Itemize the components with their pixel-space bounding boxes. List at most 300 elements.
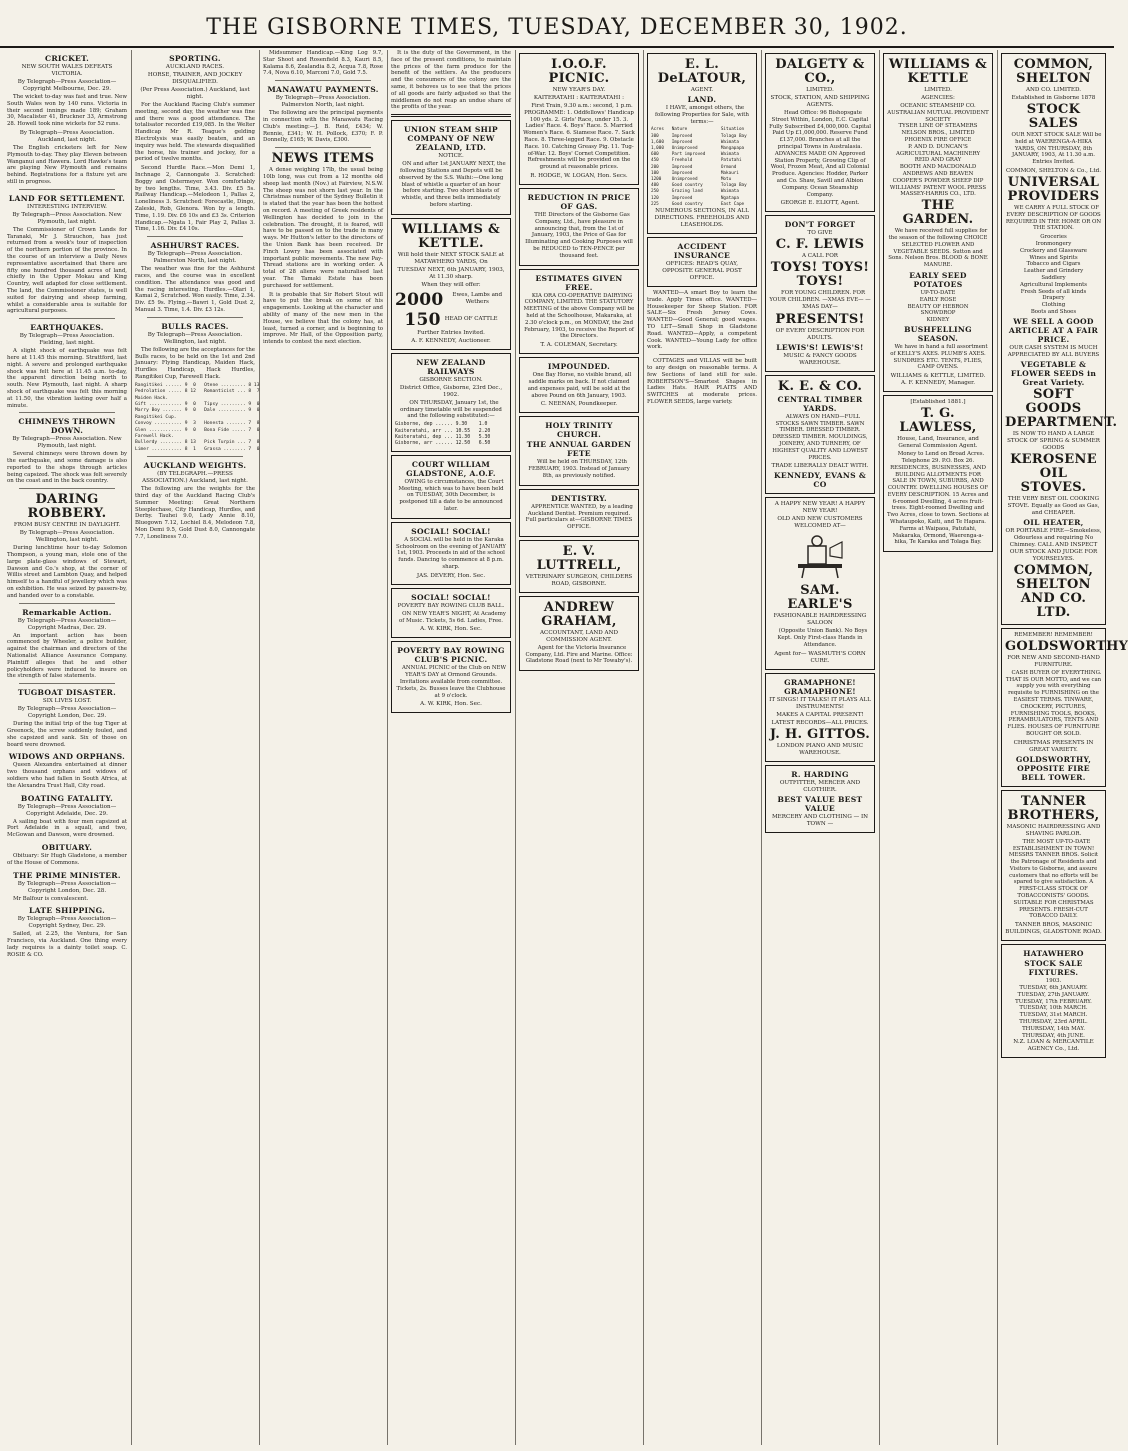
goods-item: Crockery and Glassware <box>1020 247 1087 254</box>
earle-agent: Agent for— WASMUTH'S CORN CURE. <box>774 650 866 664</box>
railways-timetable <box>395 422 507 448</box>
ioof-picnic-ad <box>519 53 639 185</box>
column-3 <box>260 50 388 1445</box>
dalgety-limited: LIMITED. <box>806 87 834 93</box>
timber-yards-heading: CENTRAL TIMBER YARDS. <box>777 394 863 413</box>
seed-item: SNOWDROP <box>920 310 956 317</box>
social-body: A SOCIAL will be held in the Karaka Schoolroom on the evening of JANUARY 1st, 1903. Proceeds in aid of the school funds. Dancing to commence at 8 p.m. sharp. <box>396 536 506 570</box>
lewiss-heading: LEWIS'S! LEWIS'S! <box>776 342 864 352</box>
earle-name: SAM. EARLE'S <box>787 583 853 613</box>
ioof-picnic-body: First Train, 9.30 a.m.: second, 1 p.m. PROGRAMME: 1. Oddfellows' Handicap 100 yds. 2. Girls' Race, under 15. 3. Ladies' Race. 4. Boys' Race. 5. Married Women's Race. 6. Siamese Race. 7. Sack Race. 8. Three-legged Race. 9. Obstacle Race. 10. Catching Greasy Pig. 11. Tug-of-War. 12. Boys' Cornet Competition. Refreshments will be provided on the ground at reasonable prices. <box>523 103 635 171</box>
williams-kettle-ad <box>883 53 993 392</box>
goods-item: Leather and Grindery <box>1023 268 1084 275</box>
stock-count-1-label: Ewes, Lambs and Wethers <box>452 292 503 306</box>
news-items-heading: NEWS ITEMS <box>271 151 375 167</box>
boating-heading: BOATING FATALITY. <box>20 793 114 803</box>
shipping-dateline: By Telegraph—Press Association—Copyright Sydney, Dec. 29. <box>17 916 117 930</box>
dentistry-heading: DENTISTRY. <box>551 493 607 503</box>
sporting-dateline: (Per Press Association.) Auckland, last night. <box>140 87 250 100</box>
goldsworthy-presents: CHRISTMAS PRESENTS IN GREAT VARIETY. <box>1013 739 1094 753</box>
handicap-weights: Midsummer Handicap.—King Log 9.7, Star Shoot and Rosenfield 8.3, Kauri 8.5, Kalama 8.6, Zealandia 8.2, Acqua 7.8, Rose 7.4, Nova 6.10, Marconi 7.0, Gold 7.5. <box>263 50 383 77</box>
boating-body: A sailing boat with four men capsized at Port Adelaide in a squall, and two, McGowan and Dawson, were drowned. <box>7 818 127 839</box>
goods-item: Saddlery <box>1041 274 1066 281</box>
fixture-item: TUESDAY, 6th JANUARY. <box>1019 985 1088 992</box>
union-steam-notice <box>391 120 511 215</box>
football-body: The English cricketers left for New Plymouth to-day. They play Eleven between Wanganui and Hawera. Lord Hawke's team are playing New Plymouth and remains behind. Registrations for a fixture yet are still in progress. <box>7 144 127 185</box>
chimneys-dateline: By Telegraph—Press Association. New Plymouth, last night. <box>12 436 122 450</box>
delatour-heading: E. L. DeLATOUR, <box>657 57 747 86</box>
ke-heading: K. E. & CO. <box>777 378 863 394</box>
williams-kettle-limited: LIMITED. <box>924 87 952 93</box>
fixture-item: THURSDAY, 14th MAY. <box>1022 1025 1085 1032</box>
goods-item: Agricultural Implements <box>1019 281 1088 288</box>
stock-sales-body: OUR NEXT STOCK SALE Will be held at WAERENGA-A-HIKA YARDS, ON THURSDAY, 8th JANUARY, 1903, At 11.30 a.m. Entries Invited. <box>1011 132 1102 166</box>
goods-list <box>1005 234 1102 316</box>
obituary-body: Obituary: Sir Hugh Gladstone, a member of the House of Commons. <box>7 853 127 866</box>
dalgety-heading: DALGETY & CO., <box>775 57 865 86</box>
divider <box>19 488 115 489</box>
lawless-body: Money to Lend on Broad Acres. Telephone 29. P.O. Box 26. RESIDENCES, BUSINESSES, AND BUILDING ALLOTMENTS FOR SALE IN TOWN, SUBURBS, AND COUNTRY. DWELLING HOUSES OF EVERY DESCRIPTION. 15 Acres and 6-roomed Dwelling, 4 acres fruit-trees. Eight-roomed Dwelling and Two Acres, close to town. Sections at Whataupoko, Kaiti, and Te Hapara. Farms at Waipaoa, Patutahi, Makaraka, Ormond, Waerenga-a-hika, Te Karaka and Tolaga Bay. <box>887 451 989 546</box>
tanner-signature: TANNER BROS, MASONIC BUILDINGS, GLADSTONE ROAD. <box>1005 922 1102 936</box>
property-row: 225 Good country East Cape <box>651 201 745 207</box>
bulls-table-row: Pedrolation ..... 8 12 Romanticist ... 8 7 <box>135 389 260 395</box>
earle-subheading: FASHIONABLE HAIRDRESSING SALOON <box>773 613 867 627</box>
agency-item: PHOENIX FIRE OFFICE <box>904 136 972 143</box>
bulls-table-row: Gift ............ 9 0 Tipsy ......... 9 0 <box>135 401 260 407</box>
divider <box>147 456 243 457</box>
bulls-table <box>135 382 260 453</box>
dairy-ad <box>519 269 639 355</box>
dont-forget: DON'T FORGET <box>784 220 856 230</box>
accident-subheading: OFFICES: READ'S QUAY, OPPOSITE GENERAL POST OFFICE. <box>662 261 742 282</box>
stock-sales-signature: COMMON, SHELTON & Co., Ltd. <box>1005 167 1101 174</box>
soft-goods-body: IS NOW TO HAND A LARGE STOCK OF SPRING & SUMMER GOODS <box>1007 430 1100 451</box>
universal-providers-heading: UNIVERSAL PROVIDERS <box>1007 174 1100 204</box>
shipping-body: Sailed, at 2.25, the Ventura, for San Francisco, via Auckland. One thing every lady requires is a dainty toilet soap. C. ROSIE & CO. <box>7 931 127 958</box>
bushfelling-body: We have in hand a full assortment of KELLY'S AXES. PLUMB'S AXES. SUNDRIES ETC. TENTS, FLIES, CAMP OVENS. <box>890 343 988 371</box>
cricket-subheading: NEW SOUTH WALES DEFEATS VICTORIA. <box>21 64 113 77</box>
church-heading: HOLY TRINITY CHURCH. <box>545 421 613 440</box>
sporting-body: For the Auckland Racing Club's summer meeting, second day, the weather was fine and there was a good attendance. The totalisator recorded £19,085. In the Welter Handicap Mr R. Teague's gelding Electrolysis was easily beaten, and an inquiry was held. The stewards disqualified the horse, his trainer and jockey, for a period of twelve months. <box>135 102 255 163</box>
remarkable-body: An important action has been commenced by Wheeler, a police builder, against the chairman and directors of the Nationalist Alliance Assurance Company. Plaintiff alleges that he and other policyholders were induced to insure on the strength of false statements. <box>7 632 127 680</box>
graham-ad <box>519 596 639 671</box>
divider <box>275 80 371 81</box>
prime-minister-heading: THE PRIME MINISTER. <box>13 870 121 880</box>
bulls-table-row: Convoy .......... 9 3 Honesta ....... 7 8 <box>135 421 260 427</box>
goldsworthy-subheading: FOR NEW AND SECOND-HAND FURNITURE. <box>1007 654 1100 668</box>
sale-fixtures-subheading: STOCK SALE FIXTURES. <box>1024 959 1083 978</box>
fixtures-signature: N.Z. LOAN & MERCANTILE AGENCY Co., Ltd. <box>1013 1039 1094 1053</box>
accident-insurance-ad <box>647 237 757 287</box>
sporting-heading: SPORTING. <box>169 54 221 63</box>
seed-potatoes-heading: EARLY SEED POTATOES <box>909 270 967 289</box>
common-shelton-subheading: AND CO. LIMITED. <box>1025 87 1082 93</box>
presents-heading: PRESENTS! <box>775 311 865 327</box>
railways-body: ON THURSDAY, January 1st, the ordinary timetable will be suspended and the following substituted:— <box>400 399 502 420</box>
tanner-ad <box>1001 790 1106 942</box>
page-title: THE GISBORNE TIMES, TUESDAY, DECEMBER 30, 1902. <box>206 15 908 40</box>
stock-count-2: 150 <box>404 309 441 330</box>
news-items-body: A dense weighing 17lb, the usual being 10lb long, was cut from a 12 months old sheep last month (Nov.) at Fairview, N.S.W. The sheep was not shorn last year. In the Christmas number of the Sydney Bulletin it is stated that the year has been the hottest on record. A meeting of Greek residents of Wellington has decided to join in the celebration. The drought, it is feared, will have to be passed on to the trade in many ways. Mr Hutton's letter to the directors of the Union Bank has been received. Dr Finch Lowry has been associated with important public movements. The new Pay-Thread stations are in working order. A total of 28 aliens were naturalised last year. The Tamaki Estate has been purchased for settlement. <box>263 167 383 289</box>
dairy-signature: T. A. COLEMAN, Secretary. <box>540 342 618 349</box>
ioof-picnic-location: KAITERATAHI : KAITERATAHI : <box>533 95 625 101</box>
goods-item: Ironmongery <box>1035 240 1072 247</box>
earthquakes-body: A slight shock of earthquake was felt here at 11.45 this morning. Strattford, last night. A severe and prolonged earthquake shock was felt here at 11.45 a.m. to-day, the apparent direction being north to south. New Plymouth, last night. A sharp shock of earthquake was felt this morning at 11.50, the vibration lasting over half a minute. <box>7 348 127 409</box>
delatour-footer: NUMEROUS SECTIONS, IN ALL DIRECTIONS. FREEHOLDS AND LEASEHOLDS. <box>654 208 750 229</box>
agency-item: NELSON BROS., LIMITED <box>901 130 975 137</box>
further-entries: Further Entries Invited. <box>417 329 485 336</box>
manawatu-dateline: By Telegraph—Press Association. Palmerston North, last night. <box>275 95 371 109</box>
sporting-subheading: AUCKLAND RACES. <box>165 64 225 70</box>
union-steam-notice-label: NOTICE. <box>438 153 464 160</box>
lawless-subheading: House, Land, Insurance, and General Commission Agent. <box>897 436 979 450</box>
dentistry-ad <box>519 489 639 537</box>
property-row: 100 Improved Makauri <box>651 170 739 176</box>
impounded-ad <box>519 357 639 413</box>
agency-item: AUSTRALIAN MUTUAL PROVIDENT SOCIETY <box>887 109 989 123</box>
rowing-ball-heading: SOCIAL! SOCIAL! <box>411 592 491 602</box>
robbery-heading: DARING ROBBERY. <box>27 492 107 522</box>
soft-goods-heading: SOFT GOODS DEPARTMENT. <box>1005 386 1118 430</box>
goods-item: Groceries <box>1040 234 1067 241</box>
tanner-body: THE MOST UP-TO-DATE ESTABLISHMENT IN TOWN! MESSRS TANNER BROS. Solicit the Patronage of Residents and Visitors to Gisborne, and assure customers that no efforts will be spared to give satisfaction. A FIRST-CLASS STOCK OF TOBACCONISTS' GOODS. SUITABLE FOR CHRISTMAS PRESENTS. FRESH-CUT TOBACCO DAILY. <box>1008 838 1099 920</box>
page-columns <box>4 50 1128 1445</box>
luttrell-subheading: VETERINARY SURGEON, CHILDERS ROAD, GISBORNE. <box>525 573 633 587</box>
prime-minister-dateline: By Telegraph—Press Association—Copyright London, Dec. 28. <box>17 880 117 894</box>
remember-label: REMEMBER! REMEMBER! <box>1014 631 1093 638</box>
matawhero-sale-ad <box>1001 944 1106 1058</box>
common-shelton-heading: COMMON, SHELTON <box>1013 57 1094 86</box>
fixture-item: TUESDAY, 31st MARCH. <box>1019 1012 1088 1019</box>
timetable-row: Kaiteratahi, arr ... 10.55 2.20 <box>395 428 491 434</box>
goods-item: Clothing <box>1041 302 1066 309</box>
column-8 <box>880 50 998 1445</box>
stock-sale-line-1: Will hold their NEXT STOCK SALE at MATAWHERO YARDS, On <box>397 251 505 265</box>
rowing-picnic-notice <box>391 641 511 713</box>
oil-heater-body: OR PORTABLE FIRE—Smokeless, Odourless and requiring No Chimney. CALL AND INSPECT OUR STOCK AND JUDGE FOR YOURSELVES. <box>1005 527 1102 562</box>
earthquakes-heading: EARTHQUAKES. <box>30 323 104 333</box>
fixture-item: THURSDAY, 23rd APRIL. <box>1019 1019 1088 1026</box>
timetable-row: Gisborne, dep ...... 9.30 1.0 <box>395 422 488 428</box>
kerosene-body: THE VERY BEST OIL COOKING STOVE. Equally as Good as Gas, and CHEAPER. <box>1007 495 1100 516</box>
bulls-table-row: Limer ........... 8 1 Grassa ........ 7 0 <box>135 446 260 452</box>
railways-subheading: GISBORNE SECTION. <box>419 376 483 383</box>
agency-item: OCEANIC STEAMSHIP CO. <box>900 103 976 109</box>
earle-welcome: OLD AND NEW CUSTOMERS WELCOMED AT— <box>777 516 863 530</box>
gittos-subheading: LONDON PIANO AND MUSIC WAREHOUSE. <box>776 742 864 756</box>
court-body: OWING to circumstances, the Court Meeting, which was to have been held on TUESDAY, 30th December, is postponed till a date to be announced later. <box>398 478 504 512</box>
football-dateline: By Telegraph—Press Association. Auckland, last night. <box>19 129 115 143</box>
stock-sale-line-3: When they will offer: <box>421 281 481 288</box>
divider <box>19 603 115 604</box>
presents-subheading: OF EVERY DESCRIPTION FOR ADULTS. <box>775 327 865 341</box>
auckland-weights-body: The following are the weights for the third day of the Auckland Racing Club's Summer Meeting: Great Northern Steeplechase, City Handicap, Hurdles, and Derby. Tauhei 9.0, Lady Annie 8.10, Bluegown 7.12, Lochiel 8.4, Melodeon 7.8, Mon Demi 9.5, Gold Dust 8.0, Cannongate 7.7, Loneliness 7.0. <box>135 486 255 540</box>
fixture-item: TUESDAY, 17th FEBRUARY. <box>1015 998 1092 1005</box>
seed-item: UP-TO-DATE <box>920 289 956 296</box>
tanner-subheading: MASONIC HAIRDRESSING AND SHAVING PARLOR. <box>1006 823 1101 837</box>
union-steam-heading: UNION STEAM SHIP COMPANY OF NEW ZEALAND, LTD. <box>404 125 498 153</box>
latest-records: LATEST RECORDS—ALL PRICES. <box>771 719 869 726</box>
sale-fixtures-heading: HATAWHERO <box>1023 949 1084 959</box>
rowing-ball-signature: A. W. KIRK, Hon. Sec. <box>420 626 482 633</box>
rowing-ball-body: ON NEW YEAR'S NIGHT, At Academy of Music. Tickets, 5s 6d. Ladies, Free. <box>398 610 506 624</box>
bulls-body: The following are the acceptances for the Bulls races, to be held on the 1st and 2nd January: Flying Handicap, Maiden Hack, Hurdles Handicap, Hack Hurdles, Rangitikei Cup, Farewell Hack. <box>135 346 255 380</box>
divider <box>19 683 115 684</box>
lawless-established: [Established 1881.] <box>910 399 966 406</box>
divider <box>391 114 511 117</box>
tugboat-body: During the initial trip of the tug Tiger at Greenock, the screw suddenly fouled, and she capsized and sank. Six of those on board were drowned. <box>7 721 127 748</box>
bushfelling-heading: BUSHFELLING SEASON. <box>904 324 972 343</box>
court-notice <box>391 455 511 519</box>
timber-body: ALWAYS ON HAND—FULL STOCKS SAWN TIMBER. SAWN TIMBER. DRESSED TIMBER. DRESSED TIMBER. MOULDINGS, JOINERY, AND TURNERY, OF HIGHEST QUALITY AND LOWEST PRICES. <box>772 413 868 461</box>
tugboat-subheading: SIX LIVES LOST. <box>42 698 92 705</box>
bulls-table-row: Rangitikei ...... 9 0 Otene ......... 8 13 <box>135 382 260 388</box>
timber-ad <box>765 375 875 495</box>
fixture-item: THURSDAY, 4th JUNE. <box>1022 1032 1085 1039</box>
newspaper-masthead <box>0 0 1114 48</box>
wanted-notices: WANTED—A smart Boy to learn the trade. Apply Times office. WANTED—Housekeeper for Sheep Station. FOR SALE—Six Fresh Jersey Cows. WANTED—Good General; good wages. TO LET—Small Shop in Gladstone Road. WANTED—Apply, a competent Cook. WANTED—Young Lady for office work. <box>647 290 757 351</box>
agencies-label: AGENCIES: <box>921 95 955 101</box>
luttrell-ad <box>519 540 639 593</box>
social-heading: SOCIAL! SOCIAL! <box>411 526 491 536</box>
ashhurst-heading: ASHHURST RACES. <box>150 241 240 251</box>
barber-chair-icon <box>790 534 850 580</box>
divider <box>147 236 243 237</box>
railways-notice <box>391 353 511 452</box>
cash-system: OUR CASH SYSTEM IS MUCH APPRECIATED BY ALL BUYERS <box>1007 344 1100 358</box>
goldsworthy-heading: GOLDSWORTHY <box>1005 638 1128 654</box>
railways-heading: NEW ZEALAND RAILWAYS <box>416 357 486 376</box>
bulls-dateline: By Telegraph—Press Association. Wellington, last night. <box>147 331 243 345</box>
railways-dateline: District Office, Gisborne, 23rd Dec., 1902. <box>399 384 503 398</box>
dalgety-signature: GEORGE E. ELIOTT, Agent. <box>780 200 860 207</box>
robbery-body: During lunchtime hour to-day Solomon Thompson, a young man, stole one of the large plate-glass windows of Stewart, Dawson and Co.'s shop, at the corner of Willis street and Lambton Quay, and helped himself to a handful of jewellery which was on exhibition. He was seized by passers-by, and handed over to a constable. <box>7 545 127 599</box>
bulls-table-row: Farewell Hack. <box>135 433 174 439</box>
rowing-picnic-signature: A. W. KIRK, Hon. Sec. <box>420 701 482 708</box>
remarkable-dateline: By Telegraph—Press Association—Copyright Madras, Dec. 29. <box>17 617 117 631</box>
manawatu-body: The following are the principal payments in connection with the Manawatu Racing Club's meeting:—J. B. Reid, £434; W. Rennie, £341; W. H. Pollock, £370; F. P. Donnelly, £165; W. Davis, £300. <box>263 110 383 144</box>
delatour-agent-label: AGENT. <box>690 87 714 93</box>
union-steam-body: ON and after 1st JANUARY NEXT, the following Stations and Depots will be observed by the S.S. Waihi:—One long blast of whistle a quarter of an hour before starting. Two short blasts of whistle, and three bells immediately before starting. <box>398 161 506 208</box>
column-9 <box>998 50 1128 1445</box>
agency-item: MASSEY-HARRIS CO., LTD. <box>900 191 976 198</box>
tanner-heading: TANNER BROTHERS, <box>1007 793 1100 823</box>
column-7 <box>762 50 880 1445</box>
divider <box>275 147 371 148</box>
boating-dateline: By Telegraph—Press Association—Copyright Adelaide, Dec. 29. <box>17 803 117 817</box>
tugboat-heading: TUGBOAT DISASTER. <box>17 688 117 698</box>
race-results-body: Second Hurdle Race.—Mon Demi 1, Inchnage 2, Cannongate 3. Scratched: Boggy and Ostermeyer. Won comfortably by two lengths. Time, 3.43. Div. £5 5s. Railway Handicap.—Melodeon 1, Pallas 2, Loneliness 3. Scratched: Forecastle, Dingo, Zaleski, Rob, Glenora. Won by a length. Time, 1.19. Div. £6 10s and £3 3s. Criterion Handicap.—Ngata 1, Fair Play 2, Pallas 3. Time, 1.16. Div. £4 10s. <box>135 165 255 233</box>
obituary-heading: OBITUARY. <box>41 843 93 852</box>
bulls-table-row: Rangitikei Cup. <box>135 414 177 420</box>
property-row: 450 Freehold Patutahi <box>651 158 742 164</box>
goods-item: Drapery <box>1042 295 1065 302</box>
land-settlement-body: The Commissioner of Crown Lands for Taranaki, Mr J. Strauchon, has just returned from a week's tour of inspection of the northern portion of the province. In the course of an interview a Daily News representative ascertained that there are fifty one hundred thousand acres of land, chiefly in the Upper Mokau and King Country, well adapted for close settlement. The land, the Commissioner states, is well suited for dairying and sheep farming, whilst a considerable area is suitable for agricultural purposes. <box>7 226 127 315</box>
agency-item: REID AND GRAY <box>914 157 962 164</box>
graham-body: Agent for the Victoria Insurance Company, Ltd. Fire and Marine. Office: Gladstone Road (next to Mr Towaby's). <box>525 644 633 665</box>
column-5 <box>516 50 644 1445</box>
gittos-heading: J. H. GITTOS. <box>769 726 871 742</box>
property-row: Acres Nature Situation <box>651 127 745 133</box>
luttrell-heading: E. V. LUTTRELL, <box>536 543 622 573</box>
graham-heading: ANDREW GRAHAM, <box>541 599 617 629</box>
common-shelton-established: Established in Gisborne 1878 <box>1011 95 1096 101</box>
misc-notices: COTTAGES and VILLAS will be built to any design on reasonable terms. A few Sections of land still for sale. ROBERTSON'S—Smartest Shapes in Ladies Hats. HAIR PLAITS AND SWITCHES at moderate prices. FLOWER SEEDS, large variety. <box>647 358 757 405</box>
harding-ad <box>765 765 875 833</box>
gas-body: THE Directors of the Gisborne Gas Company, Ltd., have pleasure in announcing that, from the 1st of January, 1903, the Price of Gas for Illuminating and Cooking Purposes will be REDUCED to TEN-PENCE per thousand feet. <box>525 211 633 259</box>
gas-ad <box>519 188 639 266</box>
universal-providers-body: WE CARRY A FULL STOCK OF EVERY DESCRIPTION OF GOODS REQUIRED IN THE HOME OR ON THE STATION. <box>1005 204 1102 232</box>
harding-footer: MERCERY AND CLOTHING — IN TOWN — <box>771 813 869 827</box>
property-row: 300 Improved Tolaga Bay <box>651 133 747 139</box>
rowing-picnic-heading: POVERTY BAY ROWING CLUB'S PICNIC. <box>397 646 505 665</box>
auctioneer-signature: A. F. KENNEDY, Auctioneer. <box>411 337 491 344</box>
harding-heading: R. HARDING <box>791 769 849 779</box>
stock-count-1: 2000 <box>395 289 444 310</box>
remarkable-heading: Remarkable Action. <box>22 607 112 617</box>
fixture-item: 1903. <box>1045 978 1062 985</box>
gramaphone-body: IT SINGS! IT TALKS! IT PLAYS ALL INSTRUMENTS! <box>769 696 871 710</box>
robbery-subheading: FROM BUSY CENTRE IN DAYLIGHT. <box>13 522 121 529</box>
stock-sales-heading: STOCK SALES <box>1026 102 1081 131</box>
rowing-ball-notice <box>391 588 511 639</box>
lawless-heading: T. G. LAWLESS, <box>899 406 977 436</box>
kerosene-heading: KEROSENE OIL STOVES. <box>1010 451 1097 495</box>
column-1 <box>4 50 132 1445</box>
cricket-dateline: By Telegraph—Press Association—Copyright Melbourne, Dec. 29. <box>17 79 117 92</box>
editorial-body: It is the duty of the Government, in the face of the present conditions, to maintain the prices of the farm produce for the benefit of the settlers. As the producers and the consumers of the colony are the same, it behoves us to see that the prices of all goods are fairly adjusted so that the middlemen do not reap an undue share of the profits of the year. <box>391 50 511 111</box>
ashhurst-dateline: By Telegraph—Press Association. Palmerston North, last night. <box>147 251 243 265</box>
gas-heading: REDUCTION IN PRICE OF GAS. <box>527 192 631 211</box>
agency-item: BOOTH AND MACDONALD <box>899 164 977 171</box>
rowing-ball-subheading: POVERTY BAY ROWING CLUB BALL. <box>397 602 505 609</box>
bulls-table-row: Glen ............ 9 0 Bona Fide ..... 7 0 <box>135 427 260 433</box>
dalgety-ad <box>765 53 875 212</box>
delatour-ad <box>647 53 757 234</box>
divider <box>147 317 243 318</box>
goods-item: Wines and Spirits <box>1029 254 1078 261</box>
seed-item: KIDNEY <box>926 317 950 324</box>
impounded-signature: C. NEENAN, Poundkeeper. <box>540 401 618 408</box>
lewis-call-for: A CALL FOR <box>801 253 839 260</box>
timetable-row: Kaiteratahi, dep ... 11.30 5.30 <box>395 434 491 440</box>
church-ad <box>519 416 639 485</box>
seed-item: EARLY ROSE <box>919 296 957 303</box>
column-2 <box>132 50 260 1445</box>
agency-item: TYSER LINE OF STEAMERS <box>898 123 978 130</box>
cricket-heading: CRICKET. <box>44 54 90 63</box>
divider <box>19 318 115 319</box>
goldsworthy-body: CASH BUYER OF EVERYTHING. THAT IS OUR MOTTO, and we can supply you with everything requisite to FURNISHING on the EASIEST TERMS. TINWARE, CROCKERY, PICTURES, FURNISHING TOOLS, BOOKS, PERAMBULATORS, TENTS AND FLIES. HOUSES OF FURNITURE BOUGHT OR SOLD. <box>1005 669 1102 737</box>
social-signature: JAS. DEVERY, Hon. Sec. <box>416 572 486 579</box>
robbery-dateline: By Telegraph—Press Association. Wellington, last night. <box>19 530 115 544</box>
prime-minister-body: Mr Balfour is convalescent. <box>13 895 89 902</box>
stock-count-row-1 <box>395 290 507 310</box>
bulls-table-row: Maiden Hack. <box>135 395 169 401</box>
oil-heater-heading: OIL HEATER, <box>1023 517 1084 527</box>
property-row: 1200 Unimproved Motu <box>651 177 732 183</box>
graham-subheading: ACCOUNTANT, LAND AND COMMISSION AGENT. <box>540 629 618 643</box>
ioof-picnic-heading: I.O.O.F. PICNIC. <box>548 57 610 86</box>
earle-body: (Opposite Union Bank). No Boys Kept. Only First-class Hands in Attendance. <box>777 628 868 648</box>
property-row: 200 Improved Ormond <box>651 164 737 170</box>
widows-body: Queen Alexandra entertained at dinner two thousand orphans and widows of soldiers who had fallen in South Africa, at the Alexandra Trust Hall, City road. <box>7 762 127 789</box>
seed-potatoes-list <box>887 290 989 324</box>
lewis-body: FOR YOUNG CHILDREN. FOR YOUR CHILDREN. —XMAS EVE— —XMAS DAY— <box>769 290 871 310</box>
williams-kettle-title: WILLIAMS & KETTLE <box>888 57 988 86</box>
harding-body: OUTFITTER, MERCER AND CLOTHIER. <box>779 779 861 793</box>
garden-fete-heading: THE ANNUAL GARDEN FETE <box>526 440 632 459</box>
land-settlement-subheading: INTERESTING INTERVIEW. <box>27 203 107 210</box>
divider <box>659 354 745 355</box>
earle-ad <box>765 497 875 669</box>
dairy-body: KIA ORA CO-OPERATIVE DAIRYING COMPANY, LIMITED. THE STATUTORY MEETING of the above Company will be held at the Schoolhouse, Makaraka, at 2.30 o'clock p.m., on MONDAY, the 2nd February, 1903, to receive the Report of the Directors. <box>523 292 635 340</box>
properties-table <box>651 127 753 208</box>
shipping-heading: LATE SHIPPING. <box>28 906 106 916</box>
agency-item: COOPER'S POWDER SHEEP DIP <box>892 177 984 184</box>
agency-item: P. AND D. DUNCAN'S AGRICULTURAL MACHINERY <box>895 143 981 157</box>
property-row: 1,600 Improved Waimata <box>651 139 739 145</box>
happy-new-year: A HAPPY NEW YEAR! A HAPPY NEW YEAR! <box>774 501 866 515</box>
ioof-picnic-signature: R. HODGE, W. LOGAN, Hon. Secs. <box>530 172 628 179</box>
dalgety-body: Head Office: 96 Bishopsgate Street Within, London, E.C. Capital Fully Subscribed £4,000,000. Capital Paid Up £1,000,000. Reserve Fund £137,000. Branches at all the principal Towns in Australasia. ADVANCES MADE ON Approved Station Property, Growing Clip of Wool, Frozen Meat, And all Colonial Produce. Agencies: Hodder, Parker and Co. Shaw, Savill and Albion Company. Ocean Steamship Company. <box>769 110 871 198</box>
seed-item: BEAUTY OF HEBRON <box>907 303 969 310</box>
fixture-item: TUESDAY, 10th MARCH. <box>1019 1005 1088 1012</box>
lawless-ad <box>883 395 993 552</box>
land-settlement-dateline: By Telegraph—Press Association. New Plymouth, last night. <box>12 211 122 225</box>
lewis-ad <box>765 215 875 371</box>
land-settlement-heading: LAND FOR SETTLEMENT. <box>8 193 126 203</box>
column-6 <box>644 50 762 1445</box>
manawatu-heading: MANAWATU PAYMENTS. <box>267 85 379 95</box>
dentistry-body: APPRENTICE WANTED, by a leading Auckland Dentist. Premium required. Full particulars at—GISBORNE TIMES OFFICE. <box>525 503 633 531</box>
chimneys-heading: CHIMNEYS THROWN DOWN. <box>18 417 116 436</box>
stock-count-row-2 <box>395 310 507 330</box>
fixture-item: TUESDAY, 27th JANUARY. <box>1017 991 1090 998</box>
common-shelton-ad <box>1001 53 1118 625</box>
goods-item: Fresh Seeds of all kinds <box>1020 288 1087 295</box>
stock-sale-line-2: TUESDAY NEXT, 6th JANUARY, 1903, At 11.30 sharp. <box>397 266 505 280</box>
column-4 <box>388 50 516 1445</box>
social-notice <box>391 522 511 585</box>
church-body: Will be held on THURSDAY, 12th FEBRUARY, 1903. Instead of January 8th, as previously notified. <box>528 459 630 479</box>
goods-item: Boots and Shoes <box>1030 308 1077 315</box>
stock-count-2-label: HEAD OF CATTLE <box>444 315 498 322</box>
impounded-heading: IMPOUNDED. <box>547 362 611 372</box>
divider <box>19 412 115 413</box>
ashhurst-body: The weather was fine for the Ashhurst races, and the course was in excellent condition. The attendance was good and the racing interesting. Hurdles.—Olari 1, Kamai 2, Scratched. Won easily. Time, 2.34. Div. £5 9s. Flying.—Bawri 1, Gold Dust 2, Manual 3. Time, 1.4. Div. £3 12s. <box>135 266 255 313</box>
property-row: 250 Grazing land Waimata <box>651 189 739 195</box>
divider <box>19 189 115 190</box>
lewis-warehouse: MUSIC & FANCY GOODS WAREHOUSE. <box>783 352 857 366</box>
widows-heading: WIDOWS AND ORPHANS. <box>8 752 126 762</box>
chimneys-body: Several chimneys were thrown down by the earthquake, and some damage is also reported to the shops through articles being capsized. The shock was felt severely on the coast and in the back country. <box>7 451 127 485</box>
sporting-subheading-2: HORSE, TRAINER, AND JOCKEY DISQUALIFIED. <box>147 72 243 85</box>
timber-trade-line: TRADE LIBERALLY DEALT WITH. <box>771 463 869 470</box>
hairdresser-illustration <box>769 534 871 580</box>
agency-item: WILLIAMS' PATENT WOOL PRESS <box>889 184 987 191</box>
harding-best-value: BEST VALUE BEST VALUE <box>777 794 863 813</box>
cricket-body: The wicket to-day was fast and true. New South Wales won by 140 runs. Victoria in their second innings made 189; Graham 30, Macalister 41, Bruckner 33, Armstrong 28. Howell took nine wickets for 52 runs. <box>7 94 127 128</box>
tugboat-dateline: By Telegraph—Press Association—Copyright London, Dec. 29. <box>17 706 117 720</box>
timetable-row: Gisborne, arr ...... 12.50 6.50 <box>395 441 491 447</box>
goods-item: Tobacco and Cigars <box>1026 261 1081 268</box>
lewis-to-give: TO GIVE <box>807 230 833 237</box>
dalgety-subheading: STOCK, STATION, AND SHIPPING AGENTS. <box>770 95 870 108</box>
estimates-heading: ESTIMATES GIVEN FREE. <box>535 273 623 292</box>
timber-signature: KENNEDY, EVANS & CO <box>773 471 867 490</box>
gramaphone-ad <box>765 673 875 762</box>
